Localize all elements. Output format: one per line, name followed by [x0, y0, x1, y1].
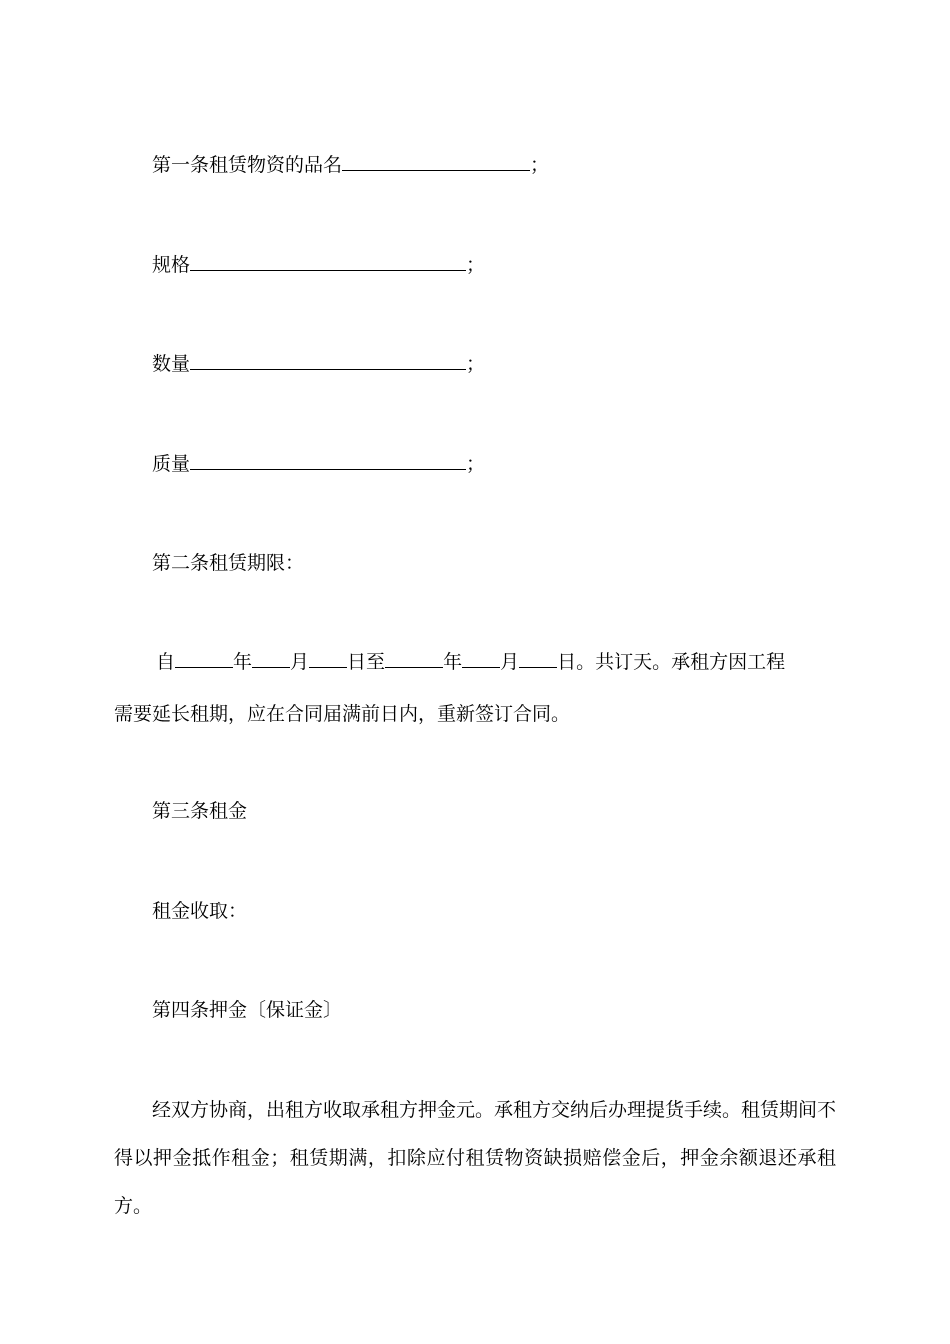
article2-term-paragraph: [114, 638, 836, 686]
article1-quantity-line: [152, 351, 485, 376]
article4-heading: 第四条押金〔保证金〕: [152, 999, 343, 1021]
from-text: 自: [156, 651, 176, 673]
article2-continuation: 需要延长租期，应在合同届满前日内，重新签订合同。: [114, 703, 571, 725]
month-text: 月: [500, 651, 520, 673]
start-year-blank: [175, 649, 233, 668]
article1-heading: 第一条租赁物资的品名: [152, 154, 343, 176]
article3-heading: 第三条租金: [152, 800, 248, 822]
year-text: 年: [443, 651, 463, 673]
day-to-text: 日至: [347, 651, 386, 673]
day-end-text: 日。共订天。承租方因工程: [557, 651, 786, 673]
rent-collection-label: 租金收取：: [152, 900, 248, 922]
end-year-blank: [385, 649, 443, 668]
spec-blank: [190, 252, 466, 271]
month-text: 月: [290, 651, 310, 673]
quality-label: 质量: [152, 453, 191, 475]
article1-quality-line: [152, 451, 485, 476]
article1-spec-line: [152, 252, 485, 277]
semicolon: ；: [466, 353, 486, 375]
article2-heading: 第二条租赁期限：: [152, 552, 305, 574]
semicolon: ；: [466, 453, 486, 475]
article1-item-name-line: [152, 152, 549, 177]
quantity-blank: [190, 351, 466, 370]
start-month-blank: [252, 649, 290, 668]
spec-label: 规格: [152, 254, 191, 276]
start-day-blank: [309, 649, 347, 668]
quantity-label: 数量: [152, 353, 191, 375]
article4-body: 经双方协商，出租方收取承租方押金元。承租方交纳后办理提货手续。租赁期间不得以押金抵作租金；租赁期满，扣除应付租赁物资缺损赔偿金后，押金余额退还承租方。: [114, 1099, 837, 1217]
end-month-blank: [462, 649, 500, 668]
end-day-blank: [519, 649, 557, 668]
quality-blank: [190, 451, 466, 470]
semicolon: ；: [530, 154, 550, 176]
item-name-blank: [342, 152, 530, 171]
semicolon: ；: [466, 254, 486, 276]
year-text: 年: [233, 651, 253, 673]
